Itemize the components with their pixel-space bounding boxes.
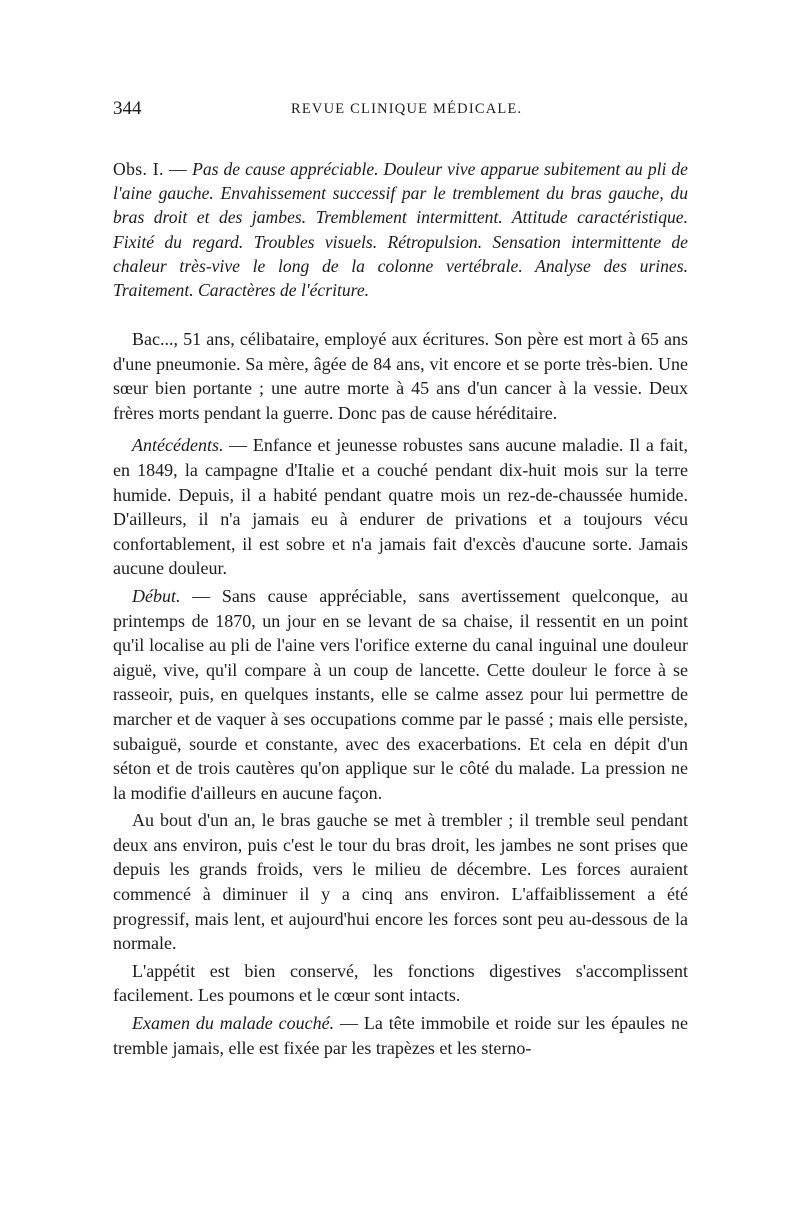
paragraph-examination bbox=[113, 1011, 688, 1060]
summary-text: Pas de cause appréciable. Douleur vive apparue subitement au pli de l'aine gauche. Envahissement successif par le tremblement du bras gauche, du bras droit et des jambes. Tremblement intermittent. Attitude caractéristique. Fixité du regard. Troubles visuels. Rétropulsion. Sensation intermittente de chaleur très-vive le long de la colonne vertébrale. Analyse des urines. Traitement. Caractères de l'écriture. bbox=[113, 159, 688, 301]
paragraph-text: Au bout d'un an, le bras gauche se met à trembler ; il tremble seul pendant deux ans environ, puis c'est le tour du bras droit, les jambes ne sont prises que depuis les grands froids, vers le milieu de décembre. Les forces auraient commencé à diminuer il y a cinq ans environ. L'affaiblissement a été progressif, mais lent, et aujourd'hui encore les forces sont peu au-dessous de la normale. bbox=[113, 810, 688, 954]
paragraph-history bbox=[113, 327, 688, 425]
observation-number: Obs. I. — bbox=[113, 159, 188, 179]
observation-summary bbox=[113, 157, 688, 302]
paragraph-text: L'appétit est bien conservé, les fonctions digestives s'accomplissent facilement. Les poumons et le cœur sont intacts. bbox=[113, 960, 688, 1006]
journal-title: REVUE CLINIQUE MÉDICALE. bbox=[291, 101, 523, 117]
paragraph-text: — Enfance et jeunesse robustes sans aucune maladie. Il a fait, en 1849, la campagne d'Italie et a couché pendant dix-huit mois sur la terre humide. Depuis, il a habité pendant quatre mois un rez-de-chaussée humide. D'ailleurs, il n'a jamais eu à endurer de privations et a toujours vécu confortablement, il est sobre et n'a jamais fait d'excès d'aucune sorte. Jamais aucune douleur. bbox=[113, 435, 688, 579]
paragraph-text: Bac..., 51 ans, célibataire, employé aux écritures. Son père est mort à 65 ans d'une pneumonie. Sa mère, âgée de 84 ans, vit encore et se porte très-bien. Une sœur bien portante ; une autre morte à 45 ans d'un cancer à la vessie. Deux frères morts pendant la guerre. Donc pas de cause héréditaire. bbox=[113, 329, 688, 423]
running-head bbox=[113, 98, 688, 122]
paragraph-antecedents bbox=[113, 433, 688, 581]
paragraph-label: Examen du malade couché. bbox=[132, 1013, 335, 1034]
paragraph-tremor-progression bbox=[113, 808, 688, 956]
paragraph-debut bbox=[113, 584, 688, 805]
body-text bbox=[113, 327, 688, 1063]
paragraph-label: Début. bbox=[132, 585, 181, 606]
paragraph-text: — Sans cause appréciable, sans avertissement quelconque, au printemps de 1870, un jour en se levant de sa chaise, il ressentit en un point qu'il localise au pli de l'aine vers l'orifice externe du canal inguinal une douleur aiguë, vive, qu'il compare à un coup de lancette. Cette douleur le force à se rasseoir, puis, en quelques instants, elle se calme assez pour lui permettre de marcher et de vaquer à ses occupations comme par le passé ; mais elle persiste, subaiguë, sourde et constante, avec des exacerbations. Et cela en dépit d'un séton et de trois cautères qu'on applique sur le côté du malade. La pression ne la modifie d'ailleurs en aucune façon. bbox=[113, 585, 688, 803]
paragraph-text: — La tête immobile et roide sur les épaules ne tremble jamais, elle est fixée par les trapèzes et les sterno- bbox=[113, 1013, 688, 1058]
page-number: 344 bbox=[113, 98, 142, 119]
paragraph-label: Antécédents. bbox=[132, 435, 224, 456]
paragraph-appetite bbox=[113, 959, 688, 1008]
